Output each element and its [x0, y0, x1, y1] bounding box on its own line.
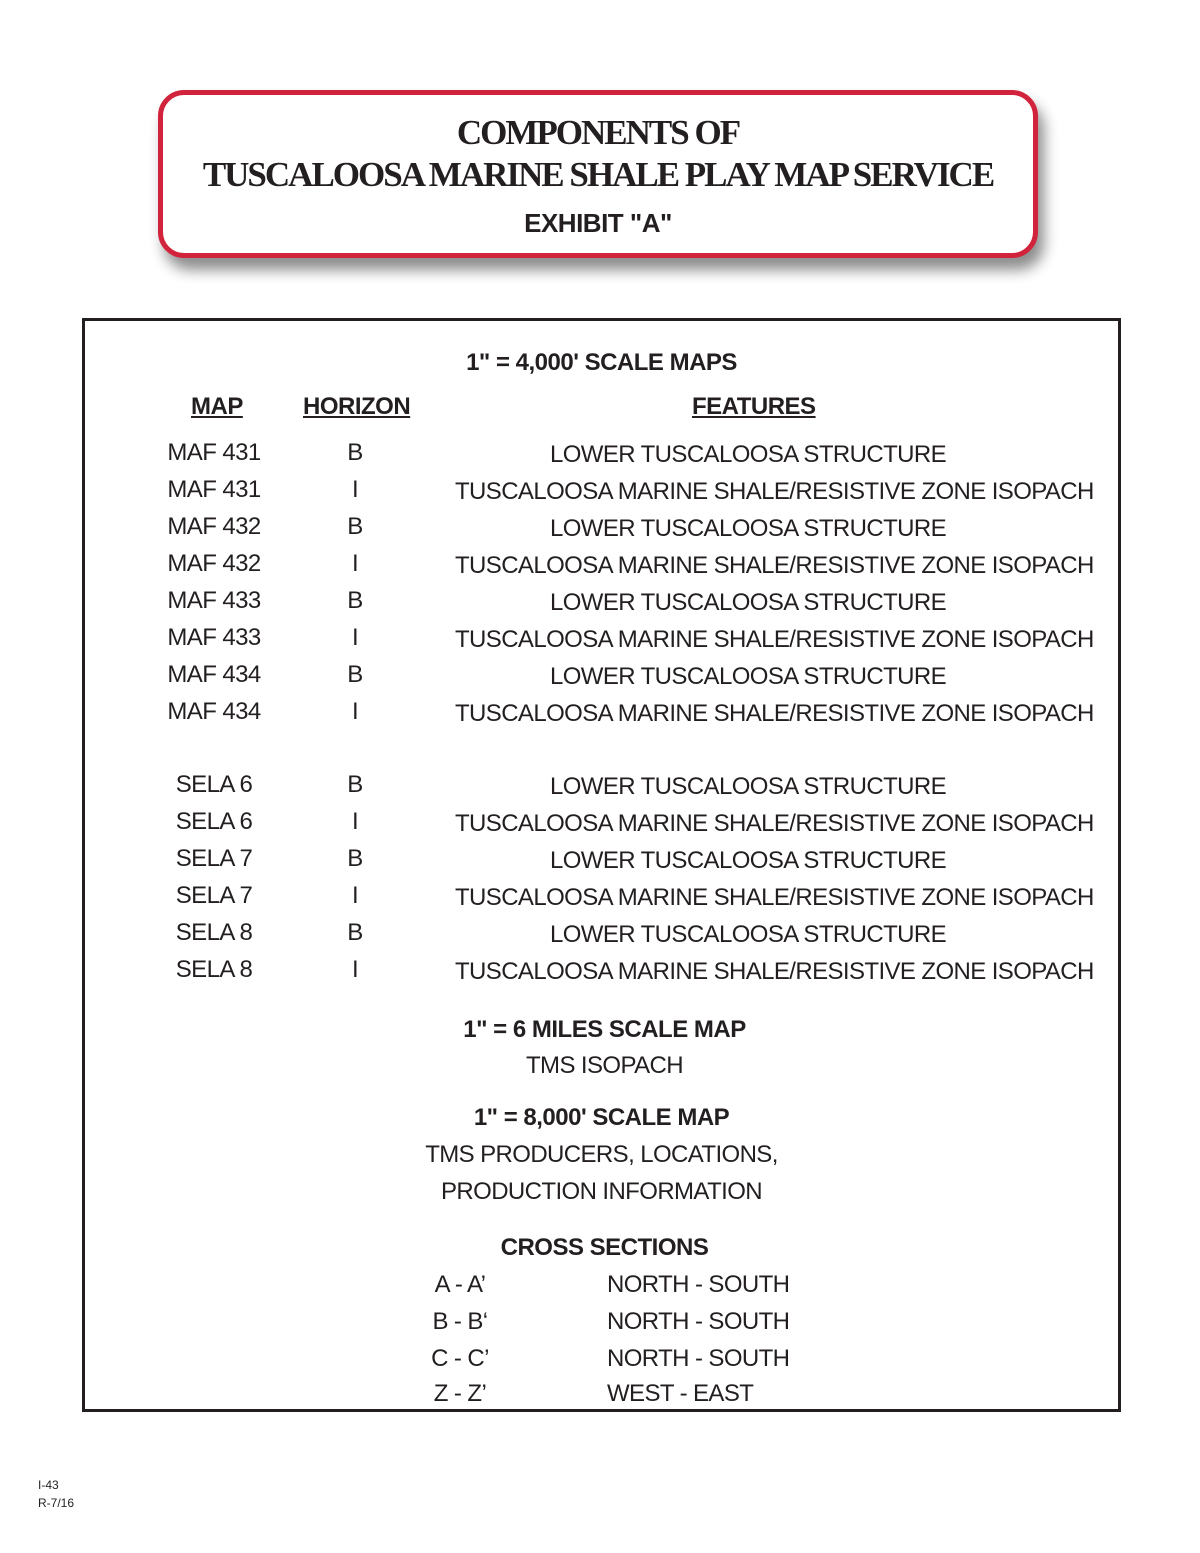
feature-cell: LOWER TUSCALOOSA STRUCTURE	[549, 921, 947, 948]
feature-cell: TUSCALOOSA MARINE SHALE/RESISTIVE ZONE ISOPACH	[455, 626, 1094, 653]
column-header-map: MAP	[191, 393, 243, 420]
eight-k-heading: 1" = 8,000' SCALE MAP	[473, 1104, 730, 1131]
cross-section-direction: NORTH - SOUTH	[607, 1271, 790, 1298]
six-mile-feature: TMS ISOPACH	[526, 1052, 683, 1079]
feature-cell: TUSCALOOSA MARINE SHALE/RESISTIVE ZONE ISOPACH	[455, 958, 1094, 985]
horizon-cell: I	[351, 808, 359, 835]
feature-cell: TUSCALOOSA MARINE SHALE/RESISTIVE ZONE ISOPACH	[455, 884, 1094, 911]
map-cell: SELA 7	[175, 845, 253, 872]
title-line-2: TUSCALOOSA MARINE SHALE PLAY MAP SERVICE	[202, 155, 994, 194]
feature-cell: TUSCALOOSA MARINE SHALE/RESISTIVE ZONE ISOPACH	[455, 700, 1094, 727]
map-cell: MAF 431	[167, 476, 261, 503]
title-line-1: COMPONENTS OF	[456, 113, 740, 152]
horizon-cell: I	[351, 476, 359, 503]
cross-section-label: C - C’	[431, 1345, 489, 1372]
cross-section-direction: NORTH - SOUTH	[607, 1308, 790, 1335]
map-cell: SELA 6	[175, 771, 253, 798]
horizon-cell: B	[347, 587, 363, 614]
map-cell: MAF 431	[167, 439, 261, 466]
map-cell: MAF 432	[167, 550, 261, 577]
cross-section-direction: WEST - EAST	[607, 1380, 754, 1407]
feature-cell: LOWER TUSCALOOSA STRUCTURE	[549, 441, 947, 468]
cross-sections-heading: CROSS SECTIONS	[500, 1234, 709, 1261]
column-header-features: FEATURES	[692, 393, 816, 420]
horizon-cell: I	[351, 624, 359, 651]
map-cell: MAF 434	[167, 661, 261, 688]
map-cell: MAF 434	[167, 698, 261, 725]
feature-cell: TUSCALOOSA MARINE SHALE/RESISTIVE ZONE ISOPACH	[455, 478, 1094, 505]
horizon-cell: I	[351, 882, 359, 909]
feature-cell: LOWER TUSCALOOSA STRUCTURE	[549, 589, 947, 616]
horizon-cell: B	[347, 919, 363, 946]
horizon-cell: B	[347, 513, 363, 540]
page-number: I-43	[38, 1478, 59, 1492]
map-cell: MAF 432	[167, 513, 261, 540]
cross-section-label: A - A’	[434, 1271, 486, 1298]
cross-section-direction: NORTH - SOUTH	[607, 1345, 790, 1372]
components-table-box	[82, 318, 1121, 1412]
horizon-cell: B	[347, 845, 363, 872]
horizon-cell: B	[347, 771, 363, 798]
map-cell: MAF 433	[167, 587, 261, 614]
cross-section-label: Z - Z’	[433, 1380, 487, 1407]
scale-maps-heading: 1" = 4,000' SCALE MAPS	[466, 349, 737, 376]
map-cell: SELA 8	[175, 919, 253, 946]
horizon-cell: B	[347, 661, 363, 688]
horizon-cell: I	[351, 550, 359, 577]
revision-code: R-7/16	[38, 1496, 75, 1510]
feature-cell: TUSCALOOSA MARINE SHALE/RESISTIVE ZONE ISOPACH	[455, 552, 1094, 579]
title-box	[158, 90, 1038, 258]
feature-cell: LOWER TUSCALOOSA STRUCTURE	[549, 847, 947, 874]
feature-cell: LOWER TUSCALOOSA STRUCTURE	[549, 773, 947, 800]
feature-cell: LOWER TUSCALOOSA STRUCTURE	[549, 515, 947, 542]
horizon-cell: I	[351, 698, 359, 725]
eight-k-feature-line-2: PRODUCTION INFORMATION	[440, 1178, 762, 1205]
exhibit-label: EXHIBIT "A"	[524, 208, 672, 238]
cross-section-label: B - B‘	[432, 1308, 488, 1335]
map-cell: MAF 433	[167, 624, 261, 651]
eight-k-feature-line-1: TMS PRODUCERS, LOCATIONS,	[425, 1141, 778, 1168]
horizon-cell: I	[351, 956, 359, 983]
map-cell: SELA 8	[175, 956, 253, 983]
six-mile-heading: 1" = 6 MILES SCALE MAP	[463, 1016, 746, 1043]
column-header-horizon: HORIZON	[303, 393, 411, 420]
map-cell: SELA 6	[175, 808, 253, 835]
feature-cell: LOWER TUSCALOOSA STRUCTURE	[549, 663, 947, 690]
feature-cell: TUSCALOOSA MARINE SHALE/RESISTIVE ZONE ISOPACH	[455, 810, 1094, 837]
horizon-cell: B	[347, 439, 363, 466]
map-cell: SELA 7	[175, 882, 253, 909]
